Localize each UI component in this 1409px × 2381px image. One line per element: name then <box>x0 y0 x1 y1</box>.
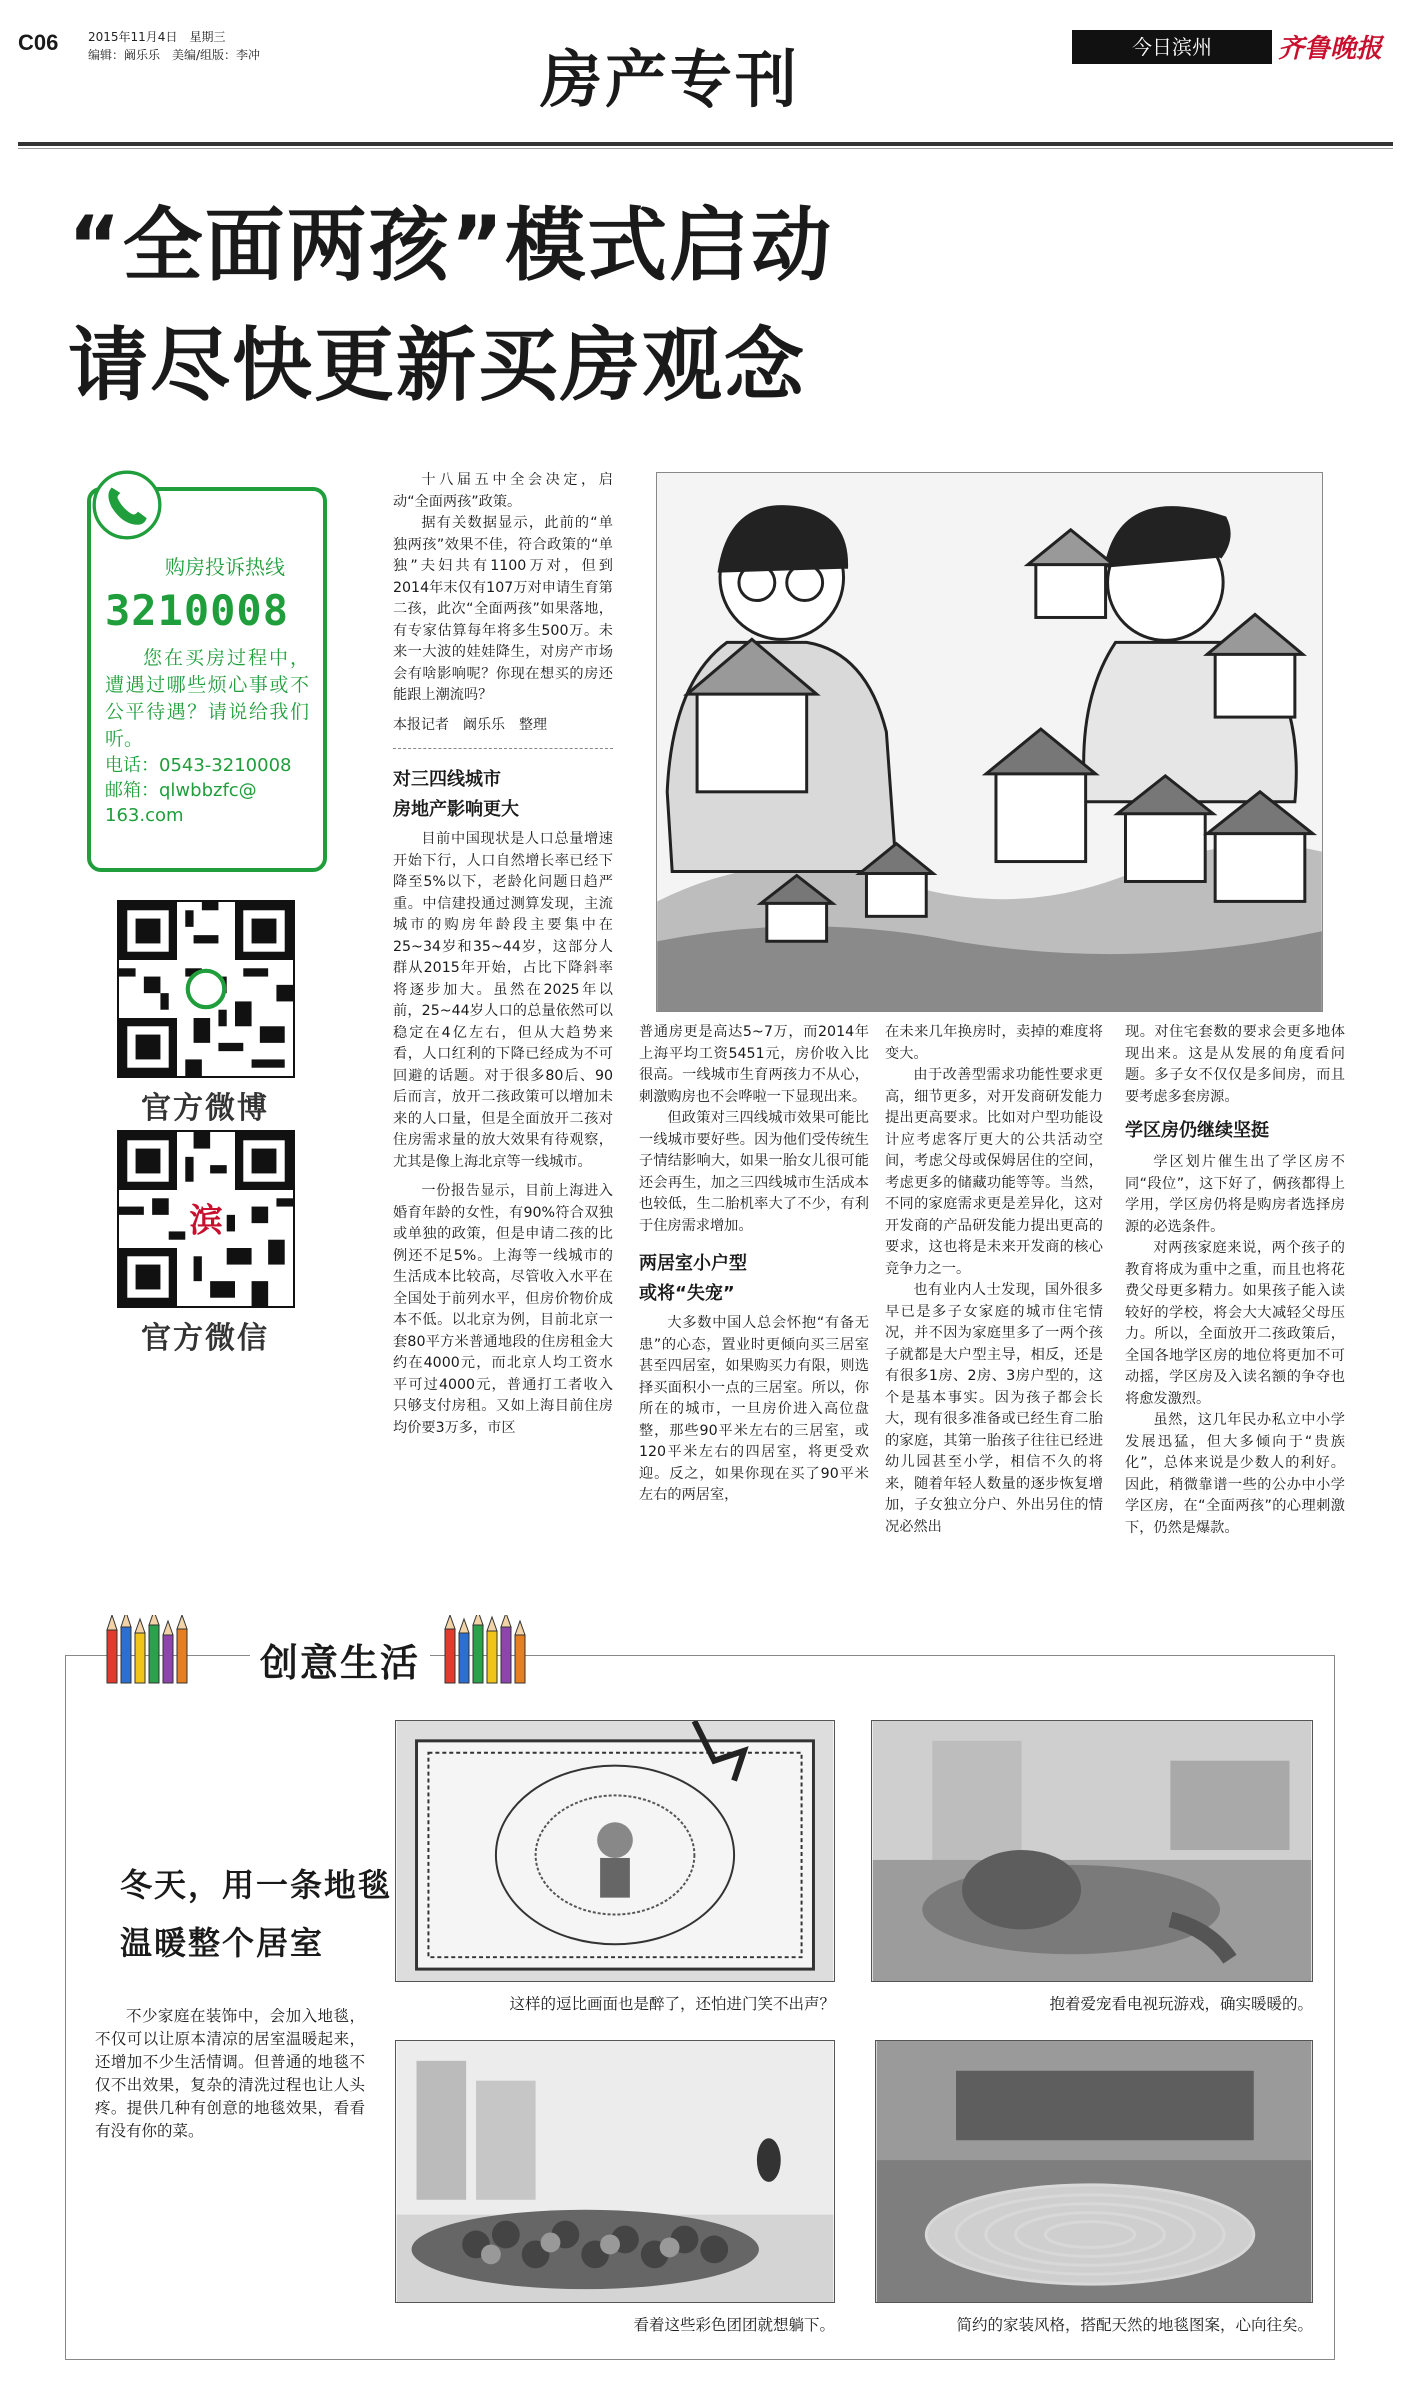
col2-paragraph-3: 大多数中国人总会怀抱“有备无患”的心态，置业时更倾向买三居室甚至四居室，如果购买力有限，则选择买面积小一点的三居室。所以，你所在的城市，一旦房价进入高位盘整，那些90平米左右的三居室，或120平米左右的四居室，将更受欢迎。反之，如果你现在买了90平米左右的两居室， <box>639 1315 869 1503</box>
col4-paragraph-1: 现。对住宅套数的要求会更多地体现出来。这是从发展的角度看问题。多子女不仅仅是多间房，而且要考虑多套房源。 <box>1125 1024 1345 1105</box>
hotline-box <box>87 487 327 872</box>
subhead-2-line-1: 两居室小户型 <box>639 1253 747 1274</box>
edition-meta <box>88 28 260 64</box>
subhead-1-line-1: 对三四线城市 <box>393 769 501 790</box>
page-number: C06 <box>18 30 59 55</box>
subhead-2-line-2: 或将“失宠” <box>639 1283 735 1304</box>
illustration-two-men-houses <box>656 472 1323 1012</box>
weixin-label: 官方微信 <box>141 1321 269 1356</box>
phone-icon <box>92 470 162 540</box>
hotline-email-domain: 163.com <box>105 805 184 826</box>
col4-paragraph-2: 学区划片催生出了学区房不同“段位”，这下好了，俩孩都得上学用，学区房仍将是购房者选择房源的必选条件。 <box>1125 1154 1345 1235</box>
subhead-2 <box>639 1249 869 1309</box>
life-headline-2: 温暖整个居室 <box>120 1924 325 1962</box>
photo-tree-ring-rug <box>875 2040 1313 2303</box>
photo-patterned-rug <box>395 1720 835 1982</box>
hotline-title: 购房投诉热线 <box>165 555 285 579</box>
hotline-phone: 电话：0543-3210008 <box>105 755 292 776</box>
article-intro <box>393 470 613 1439</box>
byline: 本报记者 阚乐乐 整理 <box>393 716 547 733</box>
hotline-number: 3210008 <box>105 586 290 635</box>
caption-3: 看着这些彩色团团就想躺下。 <box>633 2316 835 2334</box>
hotline-email: 邮箱：qlwbbzfc@ <box>105 780 257 801</box>
intro-paragraph-1: 十八届五中全会决定，启动“全面两孩”政策。 <box>393 472 613 510</box>
caption-2: 抱着爱宠看电视玩游戏，确实暖暖的。 <box>1049 1995 1313 2013</box>
article-col2 <box>639 1022 869 1507</box>
section-masthead: 房产专刊 <box>540 43 801 116</box>
creative-life-title: 创意生活 <box>250 1632 430 1687</box>
photo-monster-rug <box>871 1720 1313 1982</box>
hotline-text: 您在买房过程中，遭遇过哪些烦心事或不公平待遇？请说给我们听。 <box>105 647 309 750</box>
life-headline-1: 冬天，用一条地毯 <box>120 1866 393 1904</box>
svg-text:滨: 滨 <box>189 1200 223 1240</box>
headline-line2: 请尽快更新买房观念 <box>68 319 806 412</box>
article-col3 <box>885 1022 1103 1538</box>
intro-paragraph-2: 据有关数据显示，此前的“单独两孩”效果不佳，符合政策的“单独”夫妇共有1100万对，但到2014年末仅有107万对申请生育第二孩，此次“全面两孩”如果落地，有专家估算每年将多生500万。未来一大波的娃娃降生，对房产市场会有啥影响呢？你现在想买的房还能跟上潮流吗？ <box>393 515 613 703</box>
headline-line1: “全面两孩”模式启动 <box>68 199 834 292</box>
header-rule <box>18 142 1393 146</box>
col3-paragraph-2: 由于改善型需求功能性要求更高，细节更多，对开发商研发能力提出更高要求。比如对户型功能设计应考虑客厅更大的公共活动空间，考虑父母或保姆居住的空间，考虑更多的储藏功能等等。当然，不同的家庭需求更是差异化，这对开发商的产品研发能力提出更高的要求，这也将是未来开发商的核心竞争力之一。 <box>885 1067 1103 1277</box>
article-col4 <box>1125 1022 1345 1539</box>
photo-pompom-rug <box>395 2040 835 2303</box>
region-tag: 今日滨州 <box>1072 30 1272 64</box>
subhead-3: 学区房仍继续坚挺 <box>1125 1120 1269 1141</box>
weibo-label: 官方微博 <box>141 1091 269 1126</box>
col4-paragraph-3: 对两孩家庭来说，两个孩子的教育将成为重中之重，而且也将花费父母更多精力。如果孩子能入读较好的学校，将会大大减轻父母压力。所以，全面放开二孩政策后，全国各地学区房的地位将更加不可动摇，学区房及入读名额的争夺也将愈发激烈。 <box>1125 1240 1345 1407</box>
header-rule-thin <box>18 148 1393 149</box>
col4-paragraph-4: 虽然，这几年民办私立中小学发展迅猛，但大多倾向于“贵族化”，总体来说是少数人的利好。因此，稍微靠谱一些的公办中小学学区房，在“全面两孩”的心理刺激下，仍然是爆款。 <box>1125 1412 1345 1536</box>
weibo-qr-code <box>117 900 295 1078</box>
col1-paragraph-1: 目前中国现状是人口总量增速开始下行，人口自然增长率已经下降至5%以下，老龄化问题日趋严重。中信建投通过测算发现，主流城市的购房年龄段主要集中在25~34岁和35~44岁，这部分人群从2015年开始，占比下降斜率将逐步加大。虽然在2025年以前，25~44岁人口的总量依然可以稳定在4亿左右，但从大趋势来看，人口红利的下降已经成为不可回避的话题。对于很多80后、90后而言，放开二孩政策可以增加未来的人口量，但是全面放开二孩对住房需求量的放大效果有待观察，尤其是像上海北京等一线城市。 <box>393 831 613 1170</box>
col2-paragraph-1: 普通房更是高达5~7万，而2014年上海平均工资5451元，房价收入比很高。一线城市生育两孩力不从心，刺激购房也不会哗啦一下显现出来。 <box>639 1024 869 1105</box>
weixin-qr-code <box>117 1130 295 1308</box>
col1-paragraph-2: 一份报告显示，目前上海进入婚育年龄的女性，有90%符合双独或单独的政策，但是申请二孩的比例还不足5%。上海等一线城市的生活成本比较高，尽管收入水平在全国处于前列水平，但房价物价成本不低。以北京为例，目前北京一套80平方米普通地段的住房租金大约在4000元，而北京人均工资水平可过4000元，普通打工者收入只够支付房租。又如上海目前住房均价要3万多，市区 <box>393 1183 613 1436</box>
newspaper-logo: 齐鲁晚报 <box>1278 34 1383 64</box>
col2-paragraph-2: 但政策对三四线城市效果可能比一线城市要好些。因为他们受传统生子情结影响大，如果一胎女儿很可能还会再生，加之三四线城市生活成本也较低，生二胎机率大了不少，有利于住房需求增加。 <box>639 1110 869 1234</box>
subhead-1 <box>393 765 613 825</box>
life-intro: 不少家庭在装饰中，会加入地毯，不仅可以让原本清凉的居室温暖起来，还增加不少生活情调。但普通的地毯不仅不出效果，复杂的清洗过程也让人头疼。提供几种有创意的地毯效果，看看有没有你的菜。 <box>95 2007 365 2140</box>
col3-paragraph-1: 在未来几年换房时，卖掉的难度将变大。 <box>885 1024 1103 1062</box>
caption-4: 简约的家装风格，搭配天然的地毯图案，心向往矣。 <box>956 2316 1313 2334</box>
caption-1: 这样的逗比画面也是醉了，还怕进门笑不出声？ <box>509 1995 835 2013</box>
date-line: 2015年11月4日 星期三 <box>88 30 226 44</box>
subhead-1-line-2: 房地产影响更大 <box>393 799 519 820</box>
editors-line: 编辑：阚乐乐 美编/组版：李冲 <box>88 48 261 62</box>
col3-paragraph-3: 也有业内人士发现，国外很多早已是多子女家庭的城市住宅情况，并不因为家庭里多了一两个孩子就都是大户型主导，相反，还是有很多1房、2房、3房户型的，这个是基本事实。因为孩子都会长大，现有很多准备或已经生育二胎的家庭，其第一胎孩子往往已经进幼儿园甚至小学，相信不久的将来，随着年轻人数量的逐步恢复增加，子女独立分户、外出另住的情况必然出 <box>885 1282 1103 1535</box>
